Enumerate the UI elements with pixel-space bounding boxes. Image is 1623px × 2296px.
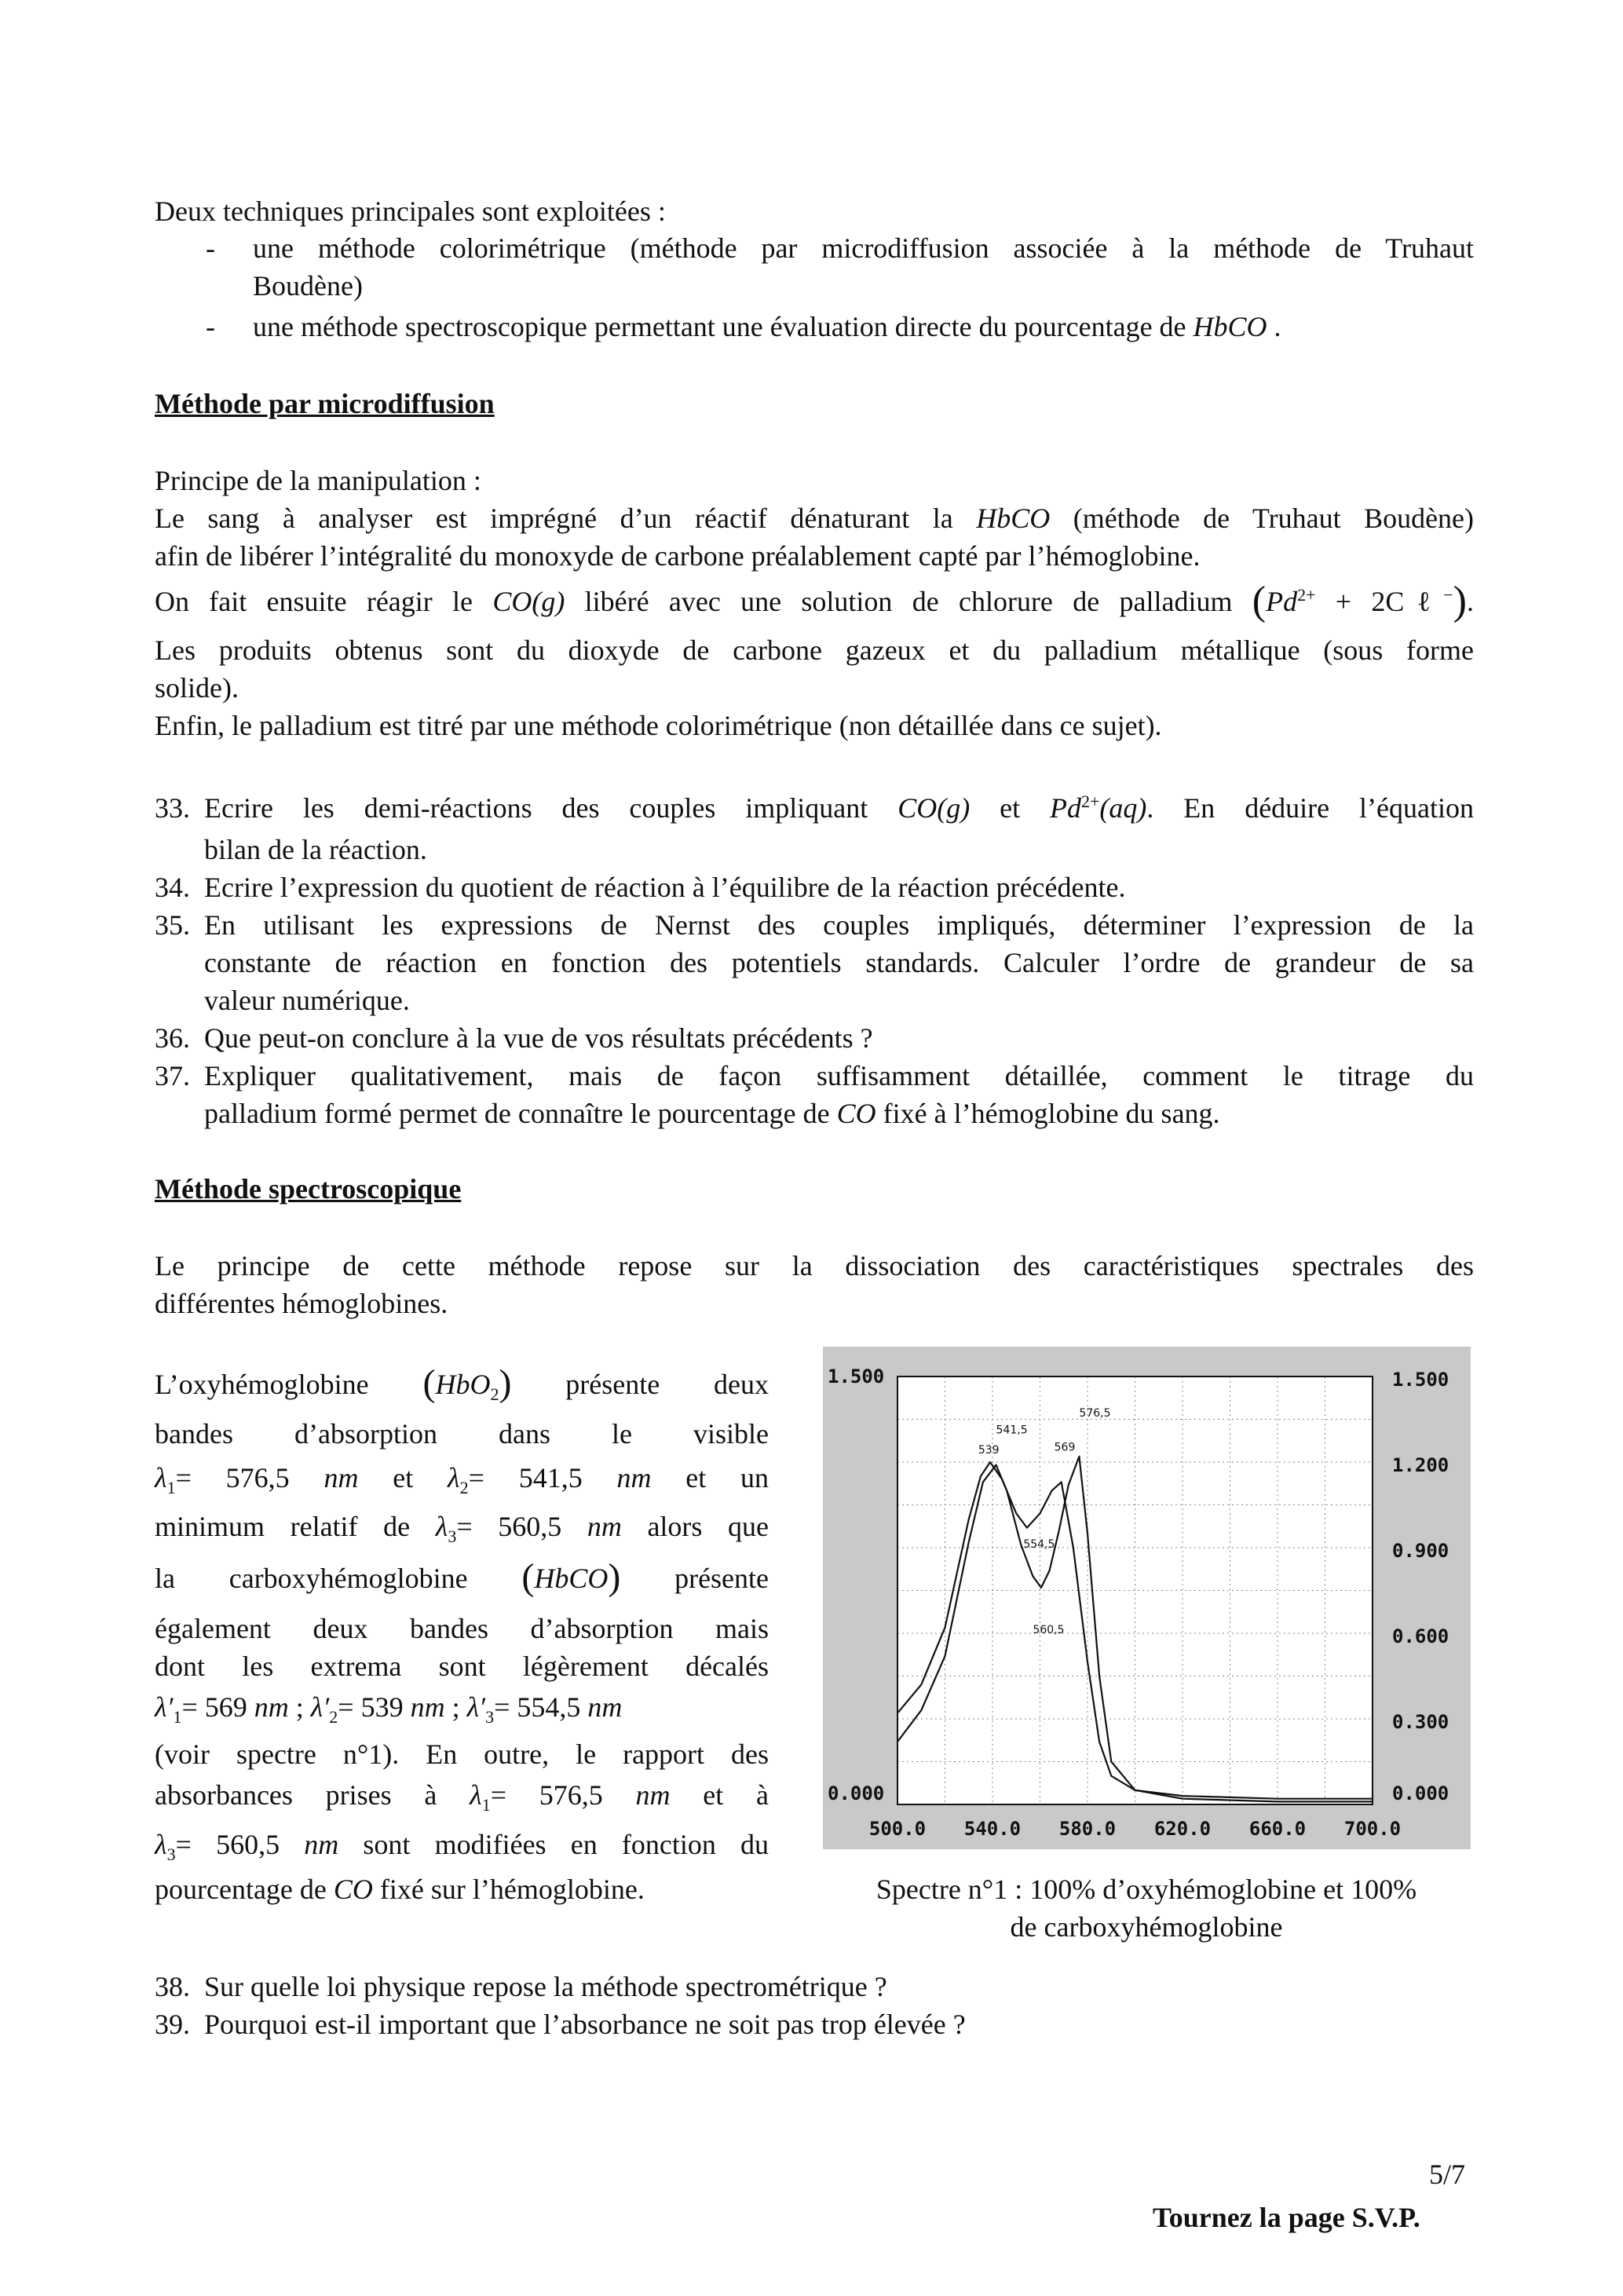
- section-heading: Méthode spectroscopique: [155, 1173, 462, 1205]
- question-number: 38.: [155, 1971, 190, 2002]
- spectro-text: dont les extrema sont légèrement décalés: [155, 1651, 769, 1682]
- question-number: 35.: [155, 909, 190, 941]
- turn-page-note: Tournez la page S.V.P.: [1153, 2202, 1420, 2233]
- page-number: 5/7: [1429, 2159, 1466, 2190]
- paragraph-line: différentes hémoglobines.: [155, 1288, 448, 1319]
- caption-line: de carboxyhémoglobine: [1010, 1911, 1283, 1943]
- x-tick-label: 580.0: [1058, 1818, 1117, 1840]
- question-number: 34.: [155, 872, 190, 903]
- x-tick-label: 660.0: [1248, 1818, 1307, 1840]
- question-number: 33.: [155, 792, 190, 824]
- spectro-text: $\lambda_3= 560,5$ nm sont modifiées en fonction du: [155, 1829, 769, 1865]
- y-tick-label-left: 1.500: [828, 1366, 885, 1387]
- spectro-text: (voir spectre n°1). En outre, le rapport des: [155, 1738, 769, 1770]
- question-text: Que peut-on conclure à la vue de vos résultats précédents ?: [204, 1022, 873, 1054]
- peak-label: 541,5: [996, 1424, 1028, 1437]
- paragraph-line: Enfin, le palladium est titré par une méthode colorimétrique (non détaillée dans ce sujet).: [155, 710, 1162, 741]
- spectro-text: bandes d’absorption dans le visible: [155, 1418, 769, 1450]
- x-tick-label: 700.0: [1343, 1818, 1402, 1840]
- paragraph-line: On fait ensuite réagir le CO(g) libéré avec une solution de chlorure de palladium ($Pd^{2+}$ + 2Cℓ−).: [155, 579, 1474, 623]
- question-text-cont: constante de réaction en fonction des potentiels standards. Calculer l’ordre de grandeur de sa: [204, 947, 1474, 978]
- paragraph-line: Les produits obtenus sont du dioxyde de carbone gazeux et du palladium métallique (sous forme: [155, 634, 1474, 666]
- bullet-text-cont: Boudène): [253, 270, 363, 302]
- question-text: Sur quelle loi physique repose la méthode spectrométrique ?: [204, 1971, 887, 2002]
- bullet-text: une méthode spectroscopique permettant une évaluation directe du pourcentage de HbCO .: [253, 311, 1281, 342]
- paragraph-line: Le sang à analyser est imprégné d’un réactif dénaturant la HbCO (méthode de Truhaut Boudène): [155, 503, 1475, 534]
- spectro-text: la carboxyhémoglobine (HbCO) présente: [155, 1556, 769, 1598]
- y-tick-label-right: 0.600: [1392, 1625, 1449, 1647]
- y-tick-label-right: 0.000: [1392, 1782, 1449, 1804]
- spectro-text: $\lambda'_1= 569$ nm ; $\lambda'_2= 539$ nm ; $\lambda'_3= 554,5$ nm: [155, 1691, 623, 1727]
- intro-line: Deux techniques principales sont exploitées :: [155, 196, 666, 227]
- paragraph-line: afin de libérer l’intégralité du monoxyde de carbone préalablement capté par l’hémoglobine.: [155, 540, 1201, 572]
- question-text: Ecrire l’expression du quotient de réaction à l’équilibre de la réaction précédente.: [204, 872, 1126, 903]
- question-text: Expliquer qualitativement, mais de façon suffisamment détaillée, comment le titrage du: [204, 1060, 1474, 1091]
- spectro-text: pourcentage de CO fixé sur l’hémoglobine.: [155, 1874, 645, 1905]
- peak-label: 569: [1054, 1441, 1076, 1454]
- spectro-text: $\lambda_1= 576,5$ nm et $\lambda_2= 541,5$ nm et un: [155, 1462, 769, 1498]
- question-text: Pourquoi est-il important que l’absorbance ne soit pas trop élevée ?: [204, 2009, 966, 2040]
- question-text-cont: bilan de la réaction.: [204, 834, 427, 865]
- peak-label: 554,5: [1023, 1538, 1055, 1551]
- question-text-cont: valeur numérique.: [204, 985, 410, 1016]
- spectro-text: également deux bandes d’absorption mais: [155, 1613, 769, 1644]
- section-heading: Méthode par microdiffusion: [155, 388, 495, 419]
- spectrum-figure: [823, 1347, 1471, 1849]
- question-text-cont: palladium formé permet de connaître le pourcentage de CO fixé à l’hémoglobine du sang.: [204, 1098, 1220, 1129]
- y-tick-label-right: 0.300: [1392, 1711, 1449, 1733]
- bullet-text: une méthode colorimétrique (méthode par microdiffusion associée à la méthode de Truhaut: [253, 232, 1474, 264]
- bullet-marker: -: [206, 232, 215, 264]
- x-tick-label: 500.0: [868, 1818, 927, 1840]
- question-text: Ecrire les demi-réactions des couples impliquant CO(g) et $Pd^{2+}(aq)$. En déduire l’équation: [204, 792, 1475, 824]
- spectro-text: L’oxyhémoglobine (HbO$_2$) présente deux: [155, 1362, 769, 1405]
- spectrum-chart: [823, 1347, 1471, 1849]
- y-tick-label-right: 0.900: [1392, 1540, 1449, 1562]
- y-tick-label-right: 1.200: [1392, 1454, 1449, 1476]
- question-number: 37.: [155, 1060, 190, 1091]
- peak-label: 539: [978, 1444, 1000, 1457]
- caption-line: Spectre n°1 : 100% d’oxyhémoglobine et 100%: [875, 1874, 1417, 1905]
- question-text: En utilisant les expressions de Nernst des couples impliqués, déterminer l’expression de la: [204, 909, 1474, 941]
- question-number: 36.: [155, 1022, 190, 1054]
- paragraph-line: solide).: [155, 672, 239, 704]
- peak-label: 576,5: [1079, 1406, 1111, 1420]
- spectro-text: absorbances prises à $\lambda_1= 576,5$ nm et à: [155, 1779, 769, 1815]
- x-tick-label: 620.0: [1153, 1818, 1212, 1840]
- principe-label: Principe de la manipulation :: [155, 465, 481, 496]
- peak-label: 560,5: [1033, 1624, 1065, 1636]
- spectro-text: minimum relatif de $\lambda_3= 560,5$ nm alors que: [155, 1511, 769, 1547]
- y-tick-label-left: 0.000: [828, 1782, 885, 1804]
- figure-caption: [817, 1870, 1476, 1946]
- paragraph-line: Le principe de cette méthode repose sur la dissociation des caractéristiques spectrales des: [155, 1250, 1474, 1281]
- question-number: 39.: [155, 2009, 190, 2040]
- bullet-marker: -: [206, 311, 215, 342]
- x-tick-label: 540.0: [963, 1818, 1022, 1840]
- y-tick-label-right: 1.500: [1392, 1369, 1449, 1391]
